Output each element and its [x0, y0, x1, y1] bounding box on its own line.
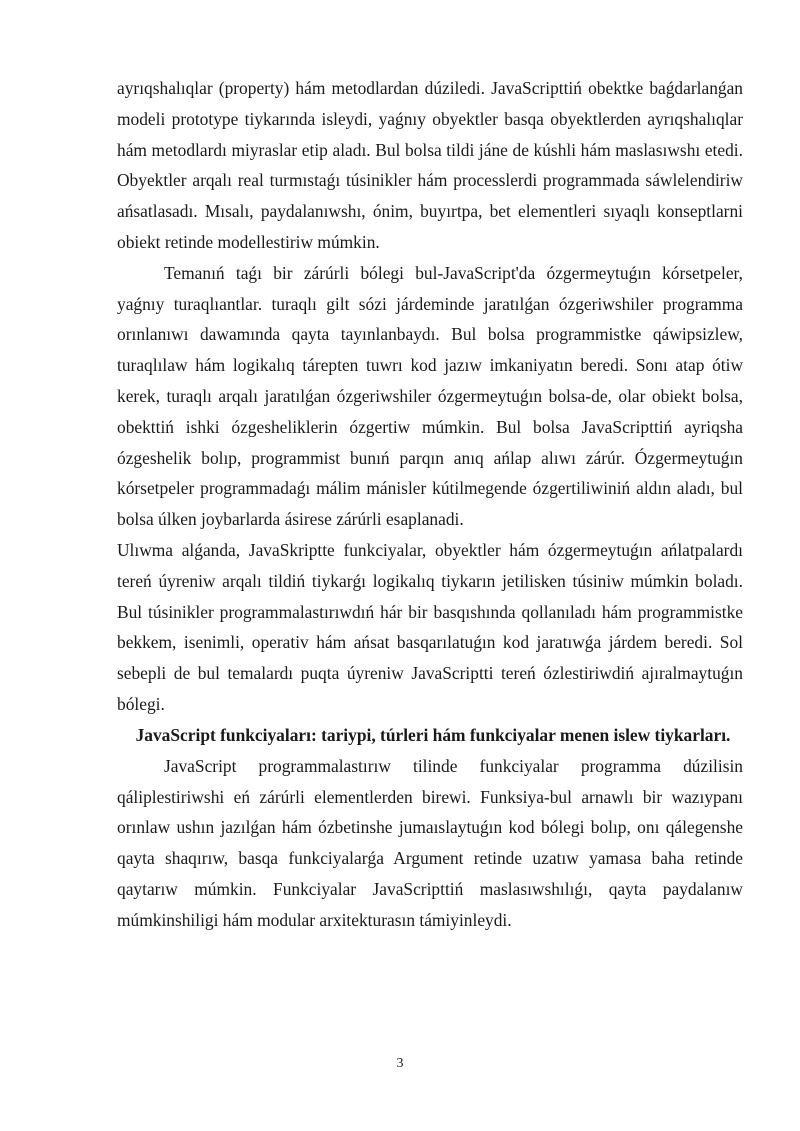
section-heading: JavaScript funkciyaları: tariypi, túrleri hám funkciyalar menen islew tiykarları.: [135, 724, 731, 745]
paragraph-summary: Ulıwma alǵanda, JavaSkriptte funkciyalar, obyektler hám ózgermeytuǵın ańlatpalardı tereń úyreniw arqalı tildiń tiykarǵı logikalıq tiykarın jetilisken túsiniw múmkin boladı. Bul túsinikler programmalastırıwdıń hár bir basqıshında qollanıladı hám programmistke bekkem, isenimli, operativ hám ańsat basqarılatuǵın kod jaratıwǵa járdem beredi. Sol sebepli de bul temalardı puqta úyreniw JavaScriptti tereń ózlestiriwdiń ajıralmaytuǵın bólegi.: [117, 539, 743, 714]
paragraph-functions-intro: JavaScript programmalastırıw tilinde funkciyalar programma dúzilisin qáliplestiriwshi eń zárúrli elementlerden birewi. Funksiya-bul arnawlı bir wazıypanı orınlaw ushın jazılǵan hám ózbetinshe jumaıslaytuǵın kod bólegi bolıp, onı qálegenshe qayta shaqırıw, basqa funkciyalarǵa Argument retinde uzatıw yamasa baha retinde qaytarıw múmkin. Funkciyalar JavaScripttiń maslasıwshılıǵı, qayta paydalanıw múmkinshiligi hám modular arxitekturasın támiyinleydi.: [117, 755, 743, 930]
paragraph-constants: Temanıń taǵı bir zárúrli bólegi bul-JavaScript'da ózgermeytuǵın kórsetpeler, yaǵnıy turaqlıantlar. turaqlı gilt sózi járdeminde jaratılǵan ózgeriwshiler programma orınlanıwı dawamında qayta tayınlanbaydı. Bul bolsa programmistke qáwipsizlew, turaqlılaw hám logikalıq tárepten tuwrı kod jazıw imkaniyatın beredi. Sonı atap ótiw kerek, turaqlı arqalı jaratılǵan ózgeriwshiler ózgermeytuǵın bolsa-de, olar obiekt bolsa, obekttiń ishki ózgesheliklerin ózgertiw múmkin. Bul bolsa JavaScripttiń ayriqsha ózgeshelik bolıp, programmist bunıń parqın anıq ańlap alıwı zárúr. Ózgermeytuǵın kórsetpeler programmadaǵı málim mánisler kútilmegende ózgertiliwiniń aldın aladı, bul bolsa úlken joybarlarda ásirese zárúrli esaplanadi.: [117, 262, 743, 530]
page-number: 3: [396, 1056, 404, 1071]
paragraph-objects: ayrıqshalıqlar (property) hám metodlardan dúziledi. JavaScripttiń obektke baǵdarlanǵan modeli prototype tiykarında isleydi, yaǵnıy obyektler basqa obyektlerden ayrıqshalıqlar hám metodlardı miyraslar etip aladı. Bul bolsa tildi jáne de kúshli hám maslasıwshı etedi. Obyektler arqalı real turmıstaǵı túsinikler hám processlerdi programmada sáwlelendiriw ańsatlasadı. Mısalı, paydalanıwshı, ónim, buyırtpa, bet elementleri sıyaqlı konseptlarni obiekt retinde modellestiriw múmkin.: [117, 78, 743, 252]
page-body: [117, 73, 743, 936]
